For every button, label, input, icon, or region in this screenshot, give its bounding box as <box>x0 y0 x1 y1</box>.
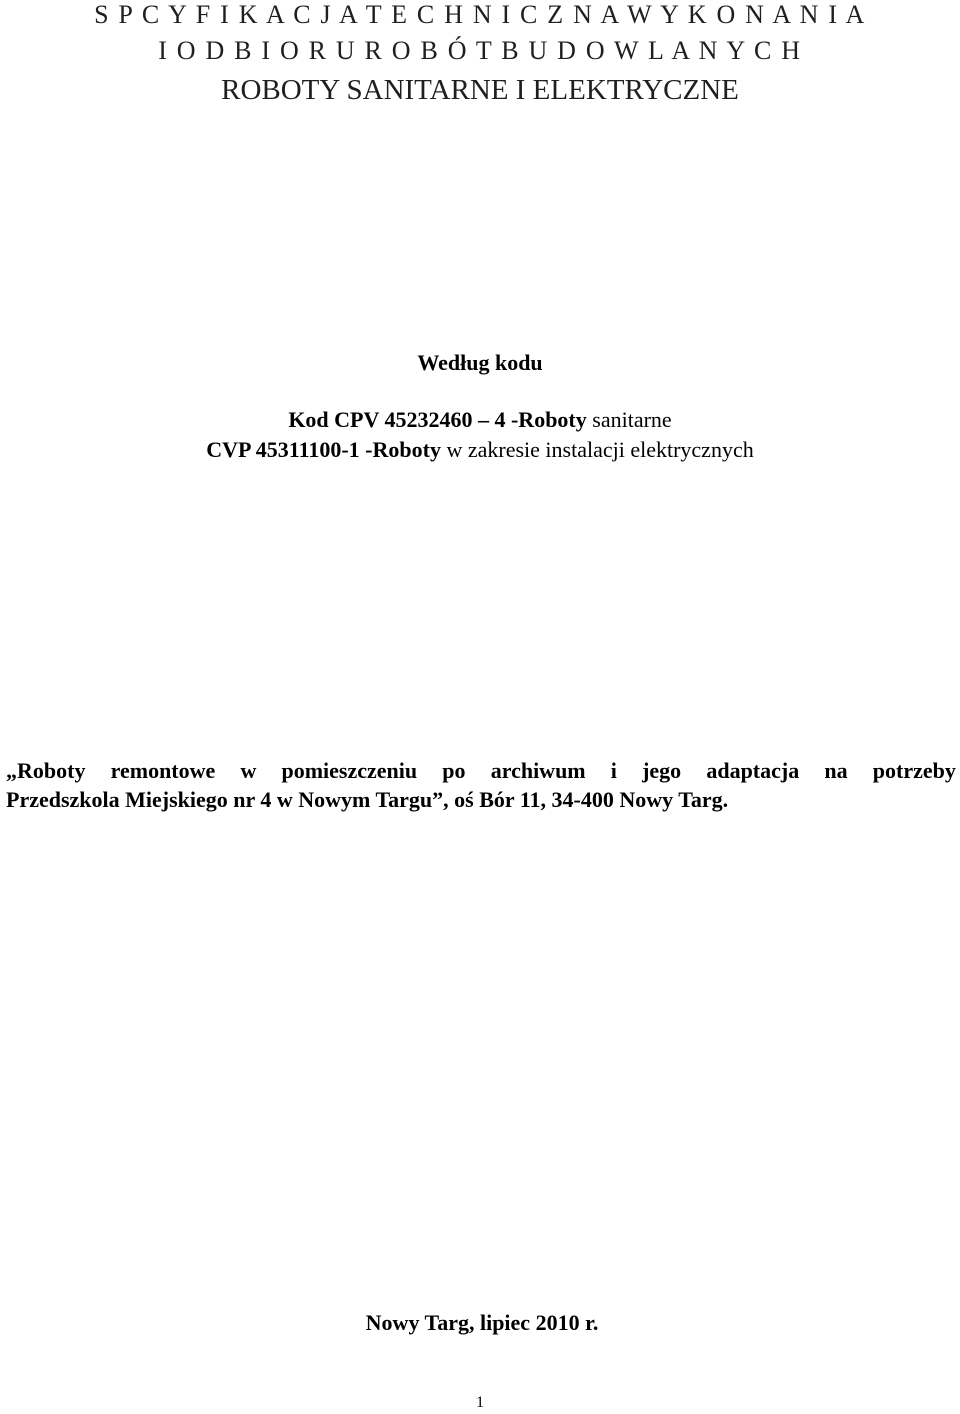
project-word: jego <box>642 758 682 783</box>
title-line-2: I O D B I O R U R O B Ó T B U D O W L A N Y C H <box>158 36 802 65</box>
code-intro: Według kodu <box>417 350 543 375</box>
project-title-line-1 <box>6 758 956 784</box>
project-word: i <box>610 758 617 783</box>
cvp-code-regular: w zakresie instalacji elektrycznych <box>440 437 754 462</box>
cpv-code-bold: Kod CPV 45232460 – 4 -Roboty <box>288 407 587 432</box>
project-word: w <box>240 758 257 783</box>
cvp-code-bold: CVP 45311100-1 -Roboty <box>206 437 441 462</box>
place-and-date: Nowy Targ, lipiec 2010 r. <box>365 1310 599 1335</box>
project-word: potrzeby <box>872 758 956 783</box>
project-word: „Roboty <box>6 758 86 783</box>
project-word: na <box>824 758 848 783</box>
title-line-1: S P C Y F I K A C J A T E C H N I C Z N A W Y K O N A N I A <box>94 0 866 29</box>
project-word: po <box>442 758 466 783</box>
project-word: archiwum <box>490 758 586 783</box>
project-title-line-2: Przedszkola Miejskiego nr 4 w Nowym Targu”, oś Bór 11, 34-400 Nowy Targ. <box>6 787 729 812</box>
project-word: pomieszczeniu <box>281 758 418 783</box>
cvp-code-line <box>0 437 960 463</box>
title-line-3: ROBOTY SANITARNE I ELEKTRYCZNE <box>221 74 739 106</box>
cpv-code-regular: sanitarne <box>586 407 672 432</box>
project-word: remontowe <box>110 758 216 783</box>
page-number: 1 <box>476 1394 484 1411</box>
cpv-code-line <box>0 407 960 433</box>
project-word: adaptacja <box>706 758 800 783</box>
